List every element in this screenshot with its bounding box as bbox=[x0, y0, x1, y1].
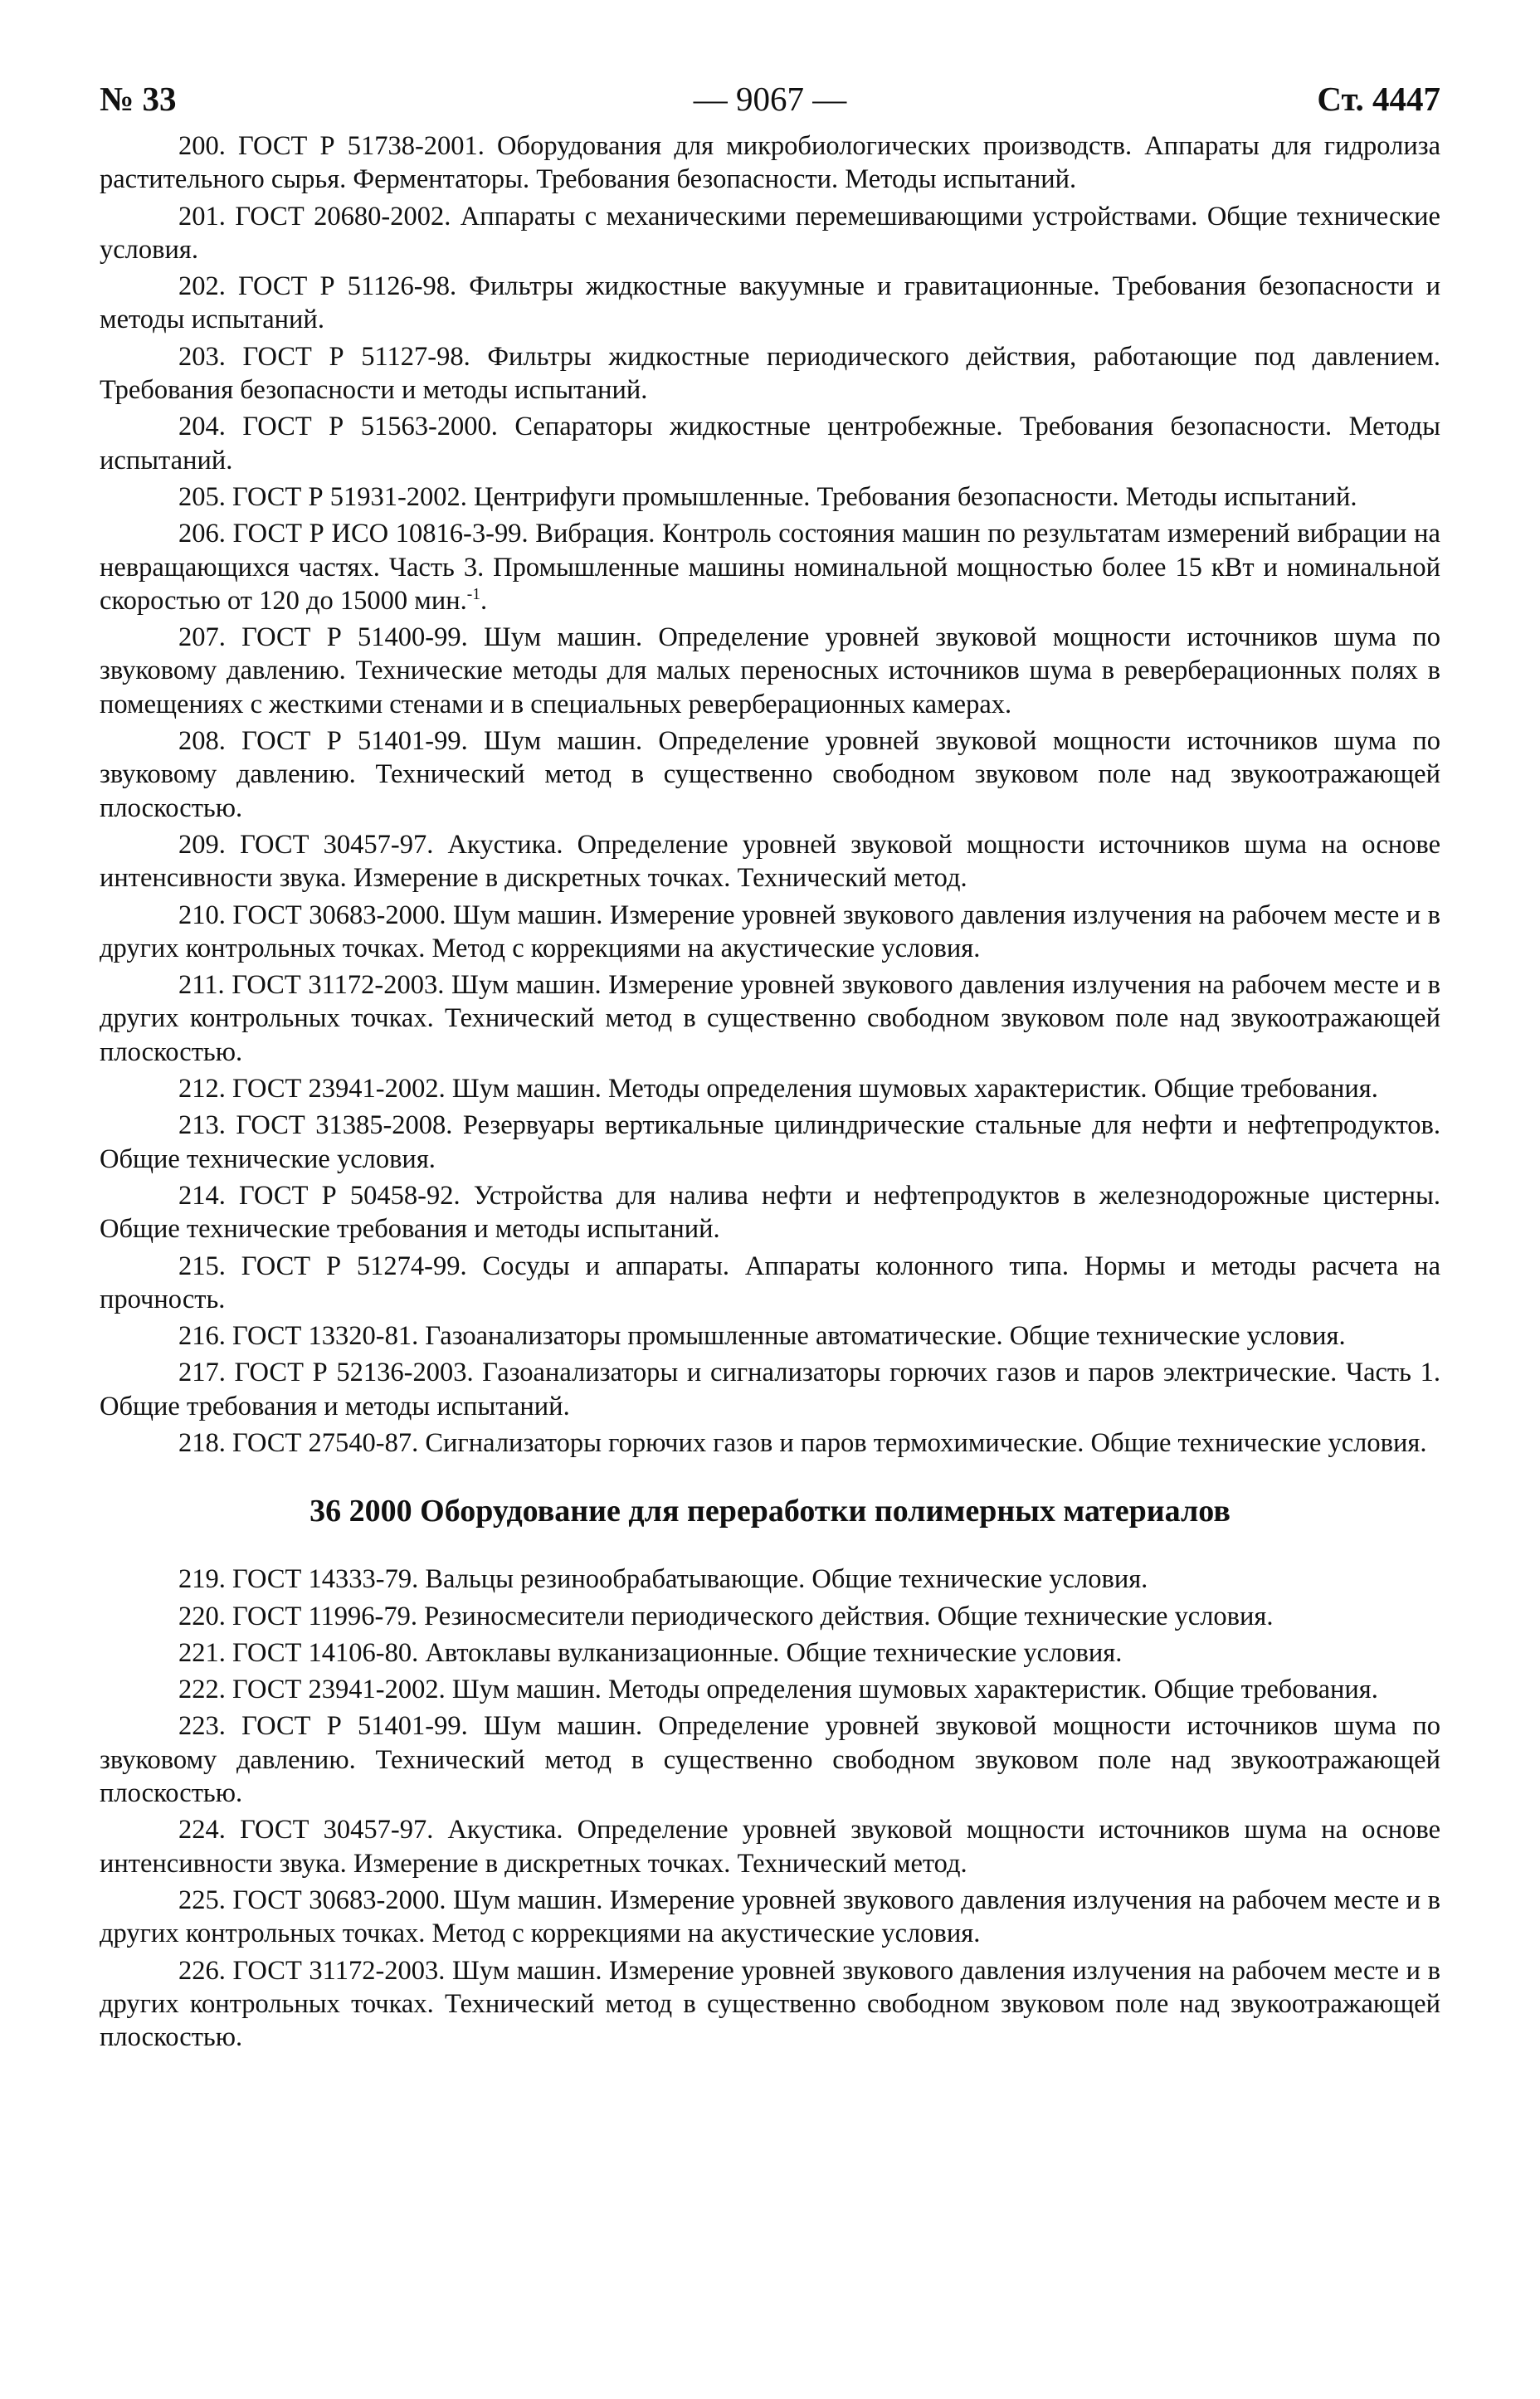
page-number: — 9067 — bbox=[693, 80, 847, 118]
list-item: 226. ГОСТ 31172-2003. Шум машин. Измерение уровней звукового давления излучения на рабочем месте и в других контрольных точках. Технический метод в существенно свободном звуковом поле над звукоотражающей плоскостью. bbox=[100, 1955, 1440, 2053]
list-item: 223. ГОСТ Р 51401-99. Шум машин. Определение уровней звуковой мощности источников шума по звуковому давлению. Технический метод в существенно свободном звуковом поле над звукоотражающей плоскостью. bbox=[100, 1711, 1440, 1809]
list-item: 212. ГОСТ 23941-2002. Шум машин. Методы определения шумовых характеристик. Общие требования. bbox=[178, 1074, 1378, 1104]
list-item: 215. ГОСТ Р 51274-99. Сосуды и аппараты. Аппараты колонного типа. Нормы и методы расчета на прочность. bbox=[100, 1251, 1440, 1314]
list-item: 205. ГОСТ Р 51931-2002. Центрифуги промышленные. Требования безопасности. Методы испытаний. bbox=[178, 481, 1357, 512]
list-item: 216. ГОСТ 13320-81. Газоанализаторы промышленные автоматические. Общие технические условия. bbox=[178, 1321, 1346, 1352]
list-item: 220. ГОСТ 11996-79. Резиносмесители периодического действия. Общие технические условия. bbox=[178, 1601, 1274, 1631]
item-206-superscript: -1 bbox=[466, 586, 481, 604]
standards-list bbox=[100, 129, 1440, 2054]
list-item: 203. ГОСТ Р 51127-98. Фильтры жидкостные периодического действия, работающие под давлением. Требования безопасности и методы испытаний. bbox=[100, 341, 1440, 406]
list-item: 213. ГОСТ 31385-2008. Резервуары вертикальные цилиндрические стальные для нефти и нефтепродуктов. Общие технические условия. bbox=[100, 1110, 1440, 1174]
list-item: 201. ГОСТ 20680-2002. Аппараты с механическими перемешивающими устройствами. Общие технические условия. bbox=[100, 201, 1440, 265]
list-item: 221. ГОСТ 14106-80. Автоклавы вулканизационные. Общие технические условия. bbox=[178, 1637, 1123, 1668]
list-item: 225. ГОСТ 30683-2000. Шум машин. Измерение уровней звукового давления излучения на рабочем месте и в других контрольных точках. Метод с коррекциями на акустические условия. bbox=[100, 1885, 1440, 1949]
list-item: 204. ГОСТ Р 51563-2000. Сепараторы жидкостные центробежные. Требования безопасности. Методы испытаний. bbox=[100, 412, 1440, 475]
list-item: 208. ГОСТ Р 51401-99. Шум машин. Определение уровней звуковой мощности источников шума по звуковому давлению. Технический метод в существенно свободном звуковом поле над звукоотражающей плоскостью. bbox=[100, 726, 1440, 823]
list-item: 222. ГОСТ 23941-2002. Шум машин. Методы определения шумовых характеристик. Общие требования. bbox=[178, 1675, 1378, 1705]
list-item: 214. ГОСТ Р 50458-92. Устройства для налива нефти и нефтепродуктов в железнодорожные цистерны. Общие технические требования и методы испытаний. bbox=[100, 1180, 1440, 1245]
list-item: 219. ГОСТ 14333-79. Вальцы резинообрабатывающие. Общие технические условия. bbox=[178, 1564, 1148, 1595]
list-item: 217. ГОСТ Р 52136-2003. Газоанализаторы и сигнализаторы горючих газов и паров электрические. Часть 1. Общие требования и методы испытаний. bbox=[100, 1358, 1440, 1421]
document-page bbox=[100, 68, 1440, 2057]
list-item: 207. ГОСТ Р 51400-99. Шум машин. Определение уровней звуковой мощности источников шума по звуковому давлению. Технические методы для малых переносных источников шума в реверберационных полях в помещениях с жесткими стенами и в специальных реверберационных камерах. bbox=[100, 622, 1440, 719]
list-item: 211. ГОСТ 31172-2003. Шум машин. Измерение уровней звукового давления излучения на рабочем месте и в других контрольных точках. Технический метод в существенно свободном звуковом поле над звукоотражающей плоскостью. bbox=[100, 970, 1440, 1067]
article-number: Ст. 4447 bbox=[1317, 80, 1440, 118]
item-206-tail: . bbox=[480, 585, 488, 616]
page-header bbox=[100, 68, 1440, 129]
list-item: 218. ГОСТ 27540-87. Сигнализаторы горючих газов и паров термохимические. Общие технические условия. bbox=[178, 1427, 1427, 1458]
section-heading: 36 2000 Оборудование для переработки полимерных материалов bbox=[309, 1494, 1231, 1529]
item-206-text: 206. ГОСТ Р ИСО 10816-3-99. Вибрация. Контроль состояния машин по результатам измерений вибрации на невращающихся частях. Часть 3. Промышленные машины номинальной мощностью более 15 кВт и номинальной скоростью от 120 до 15000 мин. bbox=[100, 519, 1440, 616]
list-item-206 bbox=[100, 517, 1440, 617]
list-item: 202. ГОСТ Р 51126-98. Фильтры жидкостные вакуумные и гравитационные. Требования безопасности и методы испытаний. bbox=[100, 271, 1440, 335]
list-item: 209. ГОСТ 30457-97. Акустика. Определение уровней звуковой мощности источников шума на основе интенсивности звука. Измерение в дискретных точках. Технический метод. bbox=[100, 829, 1440, 894]
issue-number: № 33 bbox=[100, 80, 177, 118]
list-item: 210. ГОСТ 30683-2000. Шум машин. Измерение уровней звукового давления излучения на рабочем месте и в других контрольных точках. Метод с коррекциями на акустические условия. bbox=[100, 900, 1440, 963]
list-item: 200. ГОСТ Р 51738-2001. Оборудования для микробиологических производств. Аппараты для гидролиза растительного сырья. Ферментаторы. Требования безопасности. Методы испытаний. bbox=[100, 131, 1440, 195]
list-item: 224. ГОСТ 30457-97. Акустика. Определение уровней звуковой мощности источников шума на основе интенсивности звука. Измерение в дискретных точках. Технический метод. bbox=[100, 1815, 1440, 1879]
